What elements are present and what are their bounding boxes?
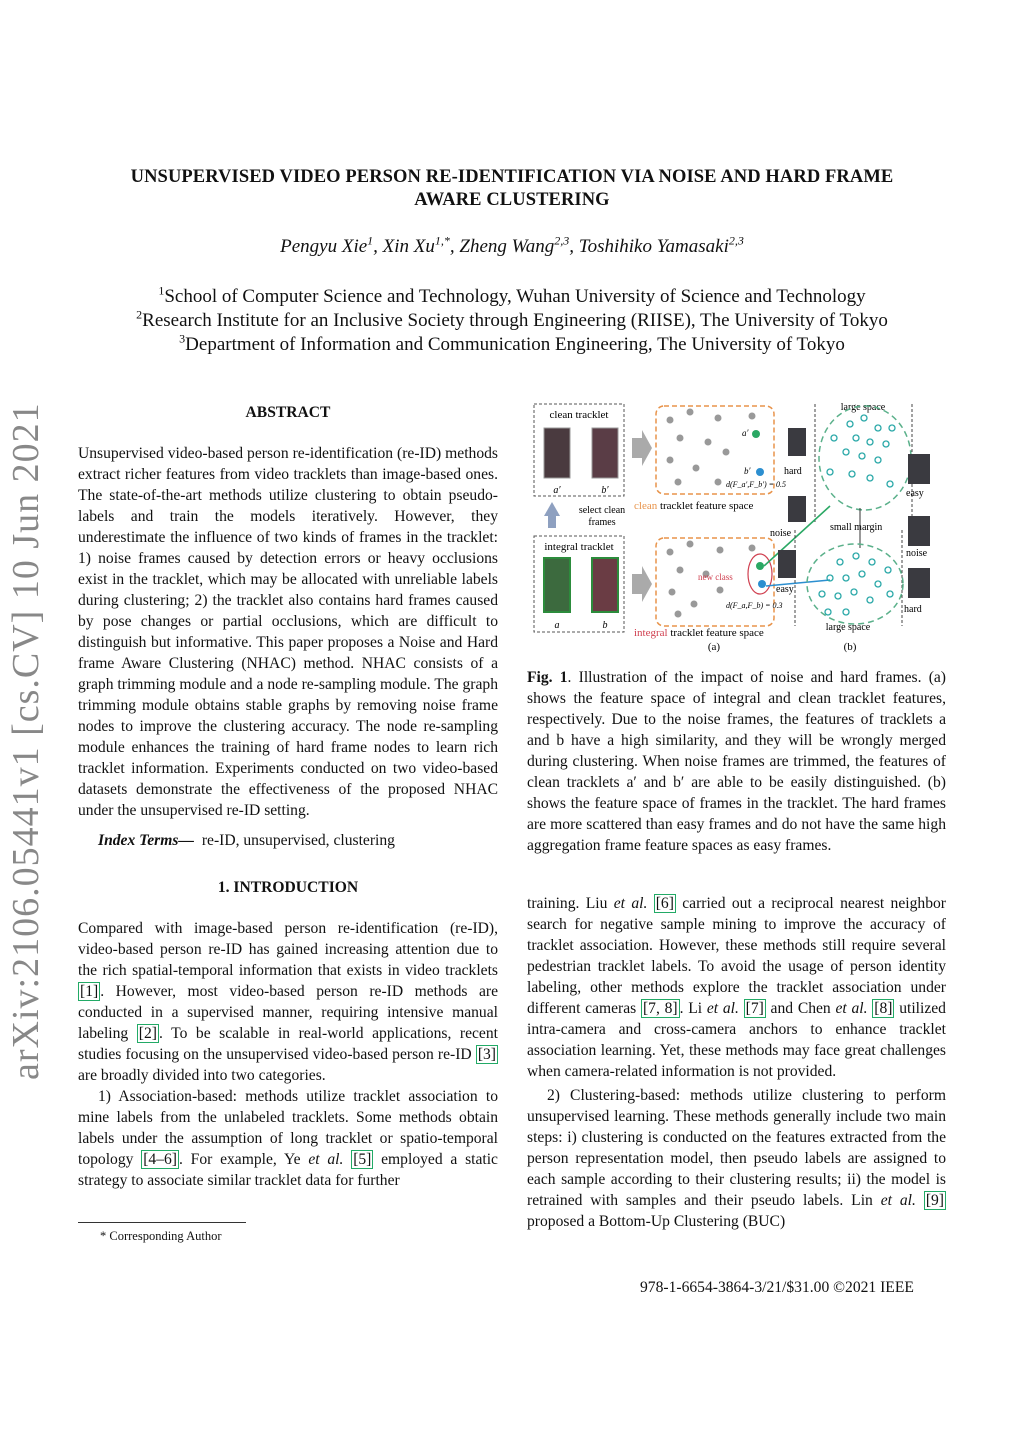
caption-body: . Illustration of the impact of noise and hard frames. (a) shows the feature space of integral and clean tracklet features, respectively. Due to the noise frames, the features of tracklets a and b have a high similarity, and they will be wrongly merged during clustering. When noise frames are trimmed, the features of clean tracklets a′ and b′ are able to be easily distinguished. (b) shows the feature space of frames in the tracklet. The hard frames are more scattered than easy frames and do not have the same high aggregation frame feature spaces as easy frames. xyxy=(527,669,947,854)
copyright-notice: 978-1-6654-3864-3/21/$31.00 ©2021 IEEE xyxy=(640,1279,914,1296)
footnote: * Corresponding Author xyxy=(100,1229,222,1243)
citation-link[interactable]: [9] xyxy=(925,1192,944,1209)
up-arrow-icon xyxy=(544,502,560,516)
author-sup: 2,3 xyxy=(554,233,570,248)
up-arrow-shaft xyxy=(548,516,556,528)
arxiv-stamp[interactable]: arXiv:2106.05441v1 [cs.CV] 10 Jun 2021 xyxy=(5,402,47,1080)
text-run: employed a static strategy to associate similar tracklet data for further xyxy=(78,1151,498,1189)
et-al: et al. xyxy=(308,1151,344,1168)
affiliation-sup: 3 xyxy=(179,331,186,346)
b-prime-point-label: b′ xyxy=(744,466,751,476)
integral-a-point xyxy=(756,562,764,570)
text-run: . Li xyxy=(679,1000,707,1017)
author-sup: 1,* xyxy=(434,233,450,248)
clean-b-point xyxy=(756,468,764,476)
text-run: Compared with image-based person re-identification (re-ID), video-based person re-ID has gained increasing attention due to the rich spatial-temporal information that exists in video tracklets xyxy=(78,920,498,979)
hard-label-bottom: hard xyxy=(904,604,922,615)
citation-link[interactable]: [2] xyxy=(138,1025,157,1042)
title-line-1: UNSUPERVISED VIDEO PERSON RE-IDENTIFICATION VIA NOISE AND HARD FRAME xyxy=(130,167,894,187)
integral-b-point xyxy=(758,580,766,588)
large-space-top: large space xyxy=(840,402,886,413)
subfigure-b-label: (b) xyxy=(843,641,857,653)
hard-frame-thumb xyxy=(788,428,806,456)
text-run: . For example, Ye xyxy=(179,1151,309,1168)
citation-link[interactable]: [3] xyxy=(477,1046,496,1063)
author-name: Xin Xu xyxy=(382,236,435,257)
easy-frame-thumb xyxy=(908,454,930,484)
text-run: carried out a reciprocal nearest neighbor search for negative sample mining to improve the accuracy of tracklet association. However, these methods still require several pedestrian tracklet labels. To avoid the usage of person identity labeling, other methods explore the tracklet association under different cameras xyxy=(527,895,946,1017)
citation-link[interactable]: [7, 8] xyxy=(642,1000,678,1017)
frame-a xyxy=(544,558,570,612)
a-label: a xyxy=(554,620,560,631)
caption-label: Fig. 1 xyxy=(527,669,568,686)
affiliation-text: Department of Information and Communication Engineering, The University of Tokyo xyxy=(185,334,845,355)
author-name: Zheng Wang xyxy=(459,236,555,257)
clean-a-point xyxy=(752,430,760,438)
left-column xyxy=(78,402,498,1191)
select-clean-label-1: select clean xyxy=(578,505,626,516)
easy-frame-thumb-bottom xyxy=(778,550,796,578)
text-run: . However, most video-based person re-ID methods are conducted in a supervised manner, requiring intensive manual labeling xyxy=(78,983,498,1042)
large-space-bottom: large space xyxy=(825,622,871,633)
et-al: et al. xyxy=(613,895,648,912)
hard-label-top: hard xyxy=(784,466,802,477)
et-al: et al. xyxy=(880,1192,916,1209)
citation-link[interactable]: [8] xyxy=(874,1000,893,1017)
frame-a-prime xyxy=(544,428,570,478)
right-paragraph-2 xyxy=(527,1085,946,1232)
affiliation-sup: 1 xyxy=(158,283,165,298)
noise-label-left: noise xyxy=(770,528,792,539)
b-prime-label: b′ xyxy=(601,485,609,496)
citation-link[interactable]: [7] xyxy=(745,1000,764,1017)
right-column xyxy=(527,893,946,1232)
integral-feature-space xyxy=(656,538,774,626)
author-list: Pengyu Xie$^1$, Xin $Xu^{1,*}$, Zheng Wang$^{2,3}$, Toshihiko Yamasaki$^{2,3}$ xyxy=(280,233,744,257)
text-run: utilized intra-camera and cross-camera anchors to enhance tracklet association learning. Yet, these methods may face great challenges when camera-related information is not provided. xyxy=(527,1000,946,1080)
author-name: Toshihiko Yamasaki xyxy=(578,236,729,257)
author-sup: 1 xyxy=(367,233,374,248)
affiliation-2 xyxy=(60,307,964,332)
clean-word: clean xyxy=(634,500,658,512)
frame-b-prime xyxy=(592,428,618,478)
text-run: training. Liu xyxy=(527,895,614,912)
citation-link[interactable]: [1] xyxy=(80,983,99,1000)
title-line-2: AWARE CLUSTERING xyxy=(414,190,610,210)
et-al: et al. xyxy=(706,1000,739,1017)
noise-label-right: noise xyxy=(906,548,928,559)
noise-frame-thumb-right xyxy=(908,516,930,546)
frame-cluster-bottom xyxy=(807,544,903,624)
text-run: . To be scalable in real-world applications, recent studies focusing on the unsupervised video-based person re-ID xyxy=(78,1025,498,1063)
integral-tracklet-label: integral tracklet xyxy=(544,541,614,553)
right-paragraph-1 xyxy=(527,893,946,1082)
top-cluster-points xyxy=(827,415,895,487)
citation-link[interactable]: [5] xyxy=(353,1151,372,1168)
author-sup: 2,3 xyxy=(728,233,744,248)
index-terms xyxy=(78,830,498,851)
text-run: are broadly divided into two categories. xyxy=(78,1067,326,1084)
b-label: b xyxy=(602,620,608,631)
clean-tracklet-label: clean tracklet xyxy=(549,409,609,421)
integral-space-caption xyxy=(634,627,764,639)
new-class-ellipse xyxy=(748,554,772,594)
easy-label-top: easy xyxy=(906,488,924,499)
integral-word: integral xyxy=(634,627,668,639)
figure-1 xyxy=(530,398,950,654)
affiliation-text: Research Institute for an Inclusive Society through Engineering (RIISE), The University of Tokyo xyxy=(142,310,888,331)
subfigure-a-label: (a) xyxy=(707,641,721,653)
intro-heading: 1. INTRODUCTION xyxy=(217,879,359,896)
bottom-cluster-points xyxy=(819,553,893,615)
text-run: 2) Clustering-based: methods utilize clustering to perform unsupervised learning. These methods generally include two main steps: i) clustering is conducted on the features extracted from the person representation model, then pseudo labels are assigned to each sample according to their clustering results; ii) the model is retrained with samples and their pseudo labels. Lin xyxy=(527,1087,946,1209)
text-run: and Chen xyxy=(765,1000,836,1017)
right-arrow-icon xyxy=(632,566,652,602)
text-run: proposed a Bottom-Up Clustering (BUC) xyxy=(527,1213,786,1230)
easy-label-bottom: easy xyxy=(776,584,794,595)
hard-frame-thumb-bottom xyxy=(908,568,930,598)
figure-caption xyxy=(527,667,946,856)
abstract-heading: ABSTRACT xyxy=(245,404,331,421)
clean-space-caption xyxy=(634,500,754,512)
affiliation-3 xyxy=(60,331,964,356)
clean-distance: d(F_a′,F_b′) = 0.5 xyxy=(726,480,786,489)
a-prime-label: a′ xyxy=(553,485,561,496)
integral-distance: d(F_a,F_b) = 0.3 xyxy=(726,601,783,610)
clean-space-word: tracklet feature space xyxy=(657,500,754,512)
citation-link[interactable]: [6] xyxy=(655,895,674,912)
frame-b xyxy=(592,558,618,612)
clean-feature-points xyxy=(667,409,756,486)
noise-frame-thumb xyxy=(788,496,806,522)
affiliation-1 xyxy=(60,283,964,308)
small-margin-label: small margin xyxy=(830,522,883,533)
affiliation-sup: 2 xyxy=(136,307,143,322)
affiliation-text: School of Computer Science and Technology, Wuhan University of Science and Technology xyxy=(164,286,866,307)
intro-paragraph-1 xyxy=(78,918,498,1086)
author-name: Pengyu Xie xyxy=(280,236,368,257)
abstract-text: Unsupervised video-based person re-identification (re-ID) methods extract richer features from video tracklets than image-based ones. The state-of-the-art methods utilize clustering to obtain pseudo-labels and train the models iteratively. However, they underestimate the influence of two kinds of frames in the tracklet: 1) noise frames caused by detection errors or heavy occlusions exist in the tracklet, which may be allocated with unreliable labels during clustering; 2) the tracklet also contains hard frames caused by pose changes or partial occlusions, which are difficult to distinguish but informative. This paper proposes a Noise and Hard frame Aware Clustering (NHAC) method. NHAC consists of a graph trimming module and a node re-sampling module. The graph trimming module obtains stable graphs by removing noise frame nodes to improve the clustering accuracy. The node re-sampling module enhances the training of hard frame nodes to learn rich tracklet information. Experiments conducted on two video-based datasets demonstrate the effectiveness of the proposed NHAC under the unsupervised re-ID setting. xyxy=(78,445,498,819)
a-prime-point-label: a′ xyxy=(742,428,749,438)
et-al: et al. xyxy=(835,1000,868,1017)
select-clean-label-2: frames xyxy=(588,517,616,528)
paper-title xyxy=(80,166,944,212)
intro-paragraph-2 xyxy=(78,1086,498,1191)
footnote-rule xyxy=(78,1222,246,1223)
caption-text xyxy=(527,667,946,856)
text-run: 1) Association-based: methods utilize tracklet association to mine labels from the unlabeled tracklets. Some methods obtain labels under the assumption of long tracklet or spatio-temporal topology xyxy=(78,1088,498,1168)
index-terms-value: re-ID, unsupervised, clustering xyxy=(201,832,395,849)
right-arrow-icon xyxy=(632,430,652,466)
new-class-label: new class xyxy=(698,572,733,582)
index-terms-label: Index Terms— xyxy=(98,832,195,849)
integral-space-word: tracklet feature space xyxy=(667,627,764,639)
citation-link[interactable]: [4–6] xyxy=(143,1151,177,1168)
